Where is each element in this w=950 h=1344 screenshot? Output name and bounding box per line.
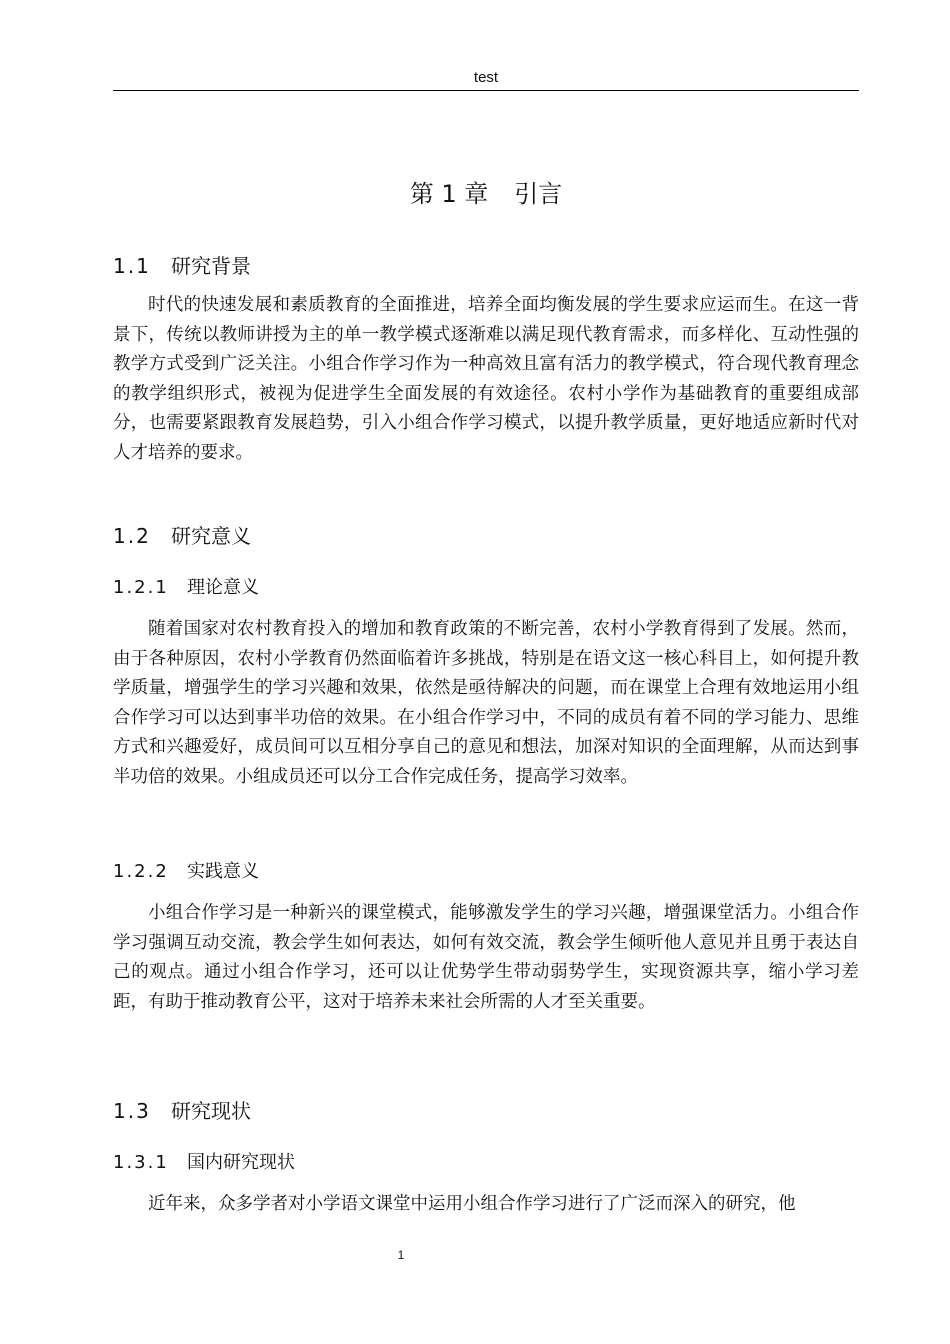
- section-title: 研究现状: [171, 1099, 251, 1123]
- paragraph-domestic: 近年来，众多学者对小学语文课堂中运用小组合作学习进行了广泛而深入的研究，他: [148, 1194, 796, 1214]
- page-number: [0, 1247, 950, 1263]
- chapter-number: 第 1 章: [409, 180, 489, 208]
- section-number: 1.2: [113, 524, 151, 548]
- page-header: [113, 68, 859, 91]
- section-title: 研究背景: [171, 254, 251, 278]
- section-title: 实践意义: [187, 861, 259, 882]
- section-number: 1.1: [113, 254, 151, 278]
- section-heading-1-2-1: [113, 574, 259, 602]
- section-title: 研究意义: [171, 524, 251, 548]
- chapter-title: [113, 176, 859, 212]
- section-number: 1.2.1: [113, 577, 169, 598]
- section-title: 理论意义: [187, 577, 259, 598]
- section-heading-1-3-1: [113, 1149, 295, 1177]
- header-text: test: [473, 69, 499, 86]
- section-title: 国内研究现状: [187, 1152, 295, 1173]
- page-number-text: 1: [397, 1248, 405, 1262]
- section-heading-1-2-2: [113, 858, 259, 886]
- section-number: 1.2.2: [113, 861, 169, 882]
- section-heading-1-2: [113, 521, 251, 551]
- section-number: 1.3.1: [113, 1152, 169, 1173]
- section-heading-1-1: [113, 251, 251, 281]
- section-number: 1.3: [113, 1099, 151, 1123]
- paragraph-practice: 小组合作学习是一种新兴的课堂模式，能够激发学生的学习兴趣，增强课堂活力。小组合作学习强调互动交流，教会学生如何表达，如何有效交流，教会学生倾听他人意见并且勇于表达自己的观点。通过小组合作学习，还可以让优势学生带动弱势学生，实现资源共享，缩小学习差距，有助于推动教育公平，这对于培养未来社会所需的人才至关重要。: [113, 903, 859, 1012]
- section-heading-1-3: [113, 1096, 251, 1126]
- paragraph-background: 时代的快速发展和素质教育的全面推进，培养全面均衡发展的学生要求应运而生。在这一背景下，传统以教师讲授为主的单一教学模式逐渐难以满足现代教育需求，而多样化、互动性强的教学方式受到广泛关注。小组合作学习作为一种高效且富有活力的教学模式，符合现代教育理念的教学组织形式，被视为促进学生全面发展的有效途径。农村小学作为基础教育的重要组成部分，也需要紧跟教育发展趋势，引入小组合作学习模式，以提升教学质量，更好地适应新时代对人才培养的要求。: [113, 295, 859, 463]
- chapter-name: 引言: [514, 180, 563, 208]
- paragraph-theory: 随着国家对农村教育投入的增加和教育政策的不断完善，农村小学教育得到了发展。然而，由于各种原因，农村小学教育仍然面临着许多挑战，特别是在语文这一核心科目上，如何提升教学质量，增强学生的学习兴趣和效果，依然是亟待解决的问题，而在课堂上合理有效地运用小组合作学习可以达到事半功倍的效果。在小组合作学习中，不同的成员有着不同的学习能力、思维方式和兴趣爱好，成员间可以互相分享自己的意见和想法，加深对知识的全面理解，从而达到事半功倍的效果。小组成员还可以分工合作完成任务，提高学习效率。: [113, 619, 859, 787]
